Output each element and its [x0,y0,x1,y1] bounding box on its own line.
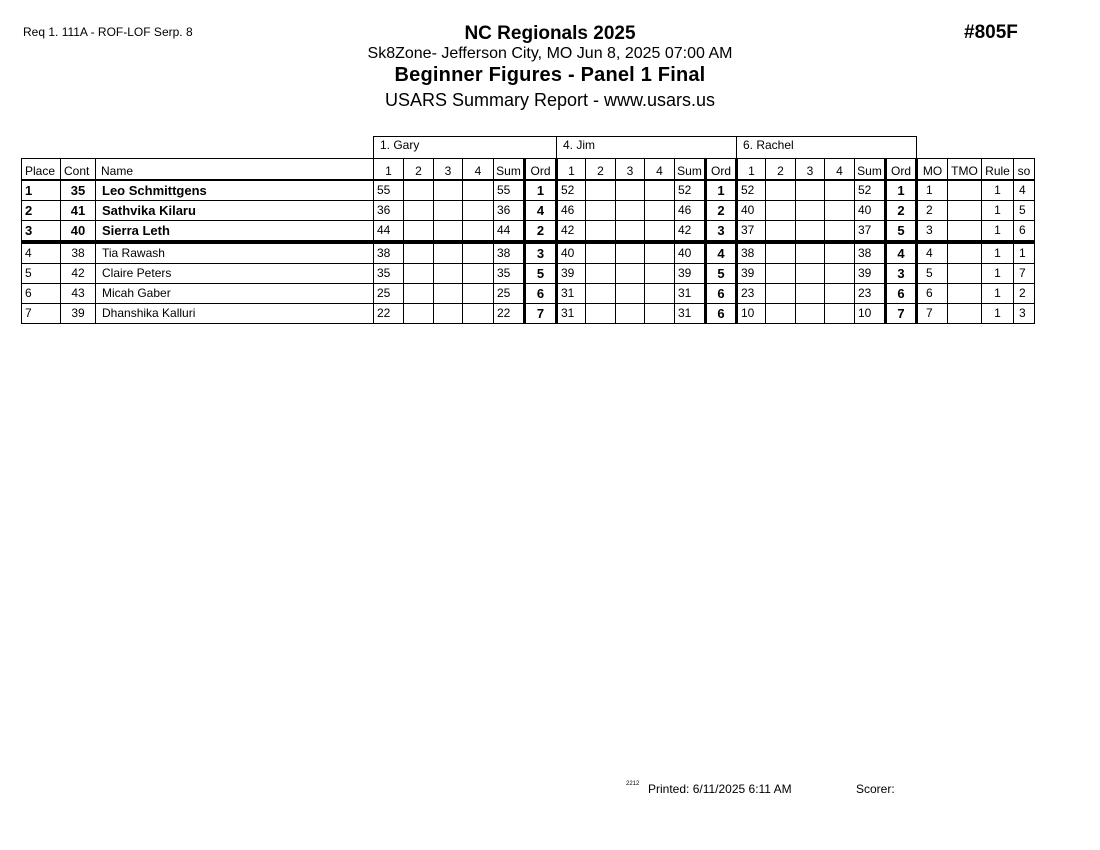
table-row [22,242,1035,264]
scorer-label: Scorer: [856,782,895,796]
judge-1-sum: 36 [494,201,525,221]
column-header-row [22,159,1035,181]
judge-3-sum: 23 [855,284,886,304]
judge-3-score-2 [766,180,796,201]
judge-3-score-3 [796,221,825,243]
judge-3-ord: 7 [886,304,917,324]
judge-3-score-1: 10 [737,304,766,324]
judge-1-sum: 35 [494,264,525,284]
cont-cell: 40 [61,221,96,243]
mo-cell: 7 [917,304,948,324]
judge-header-row [22,137,1035,159]
judge-2-sum: 46 [675,201,706,221]
judge-1-score-4 [463,242,494,264]
judge-2-ord: 3 [706,221,737,243]
cont-cell: 35 [61,180,96,201]
judge-1-score-3 [434,221,463,243]
judge-3-ord: 4 [886,242,917,264]
judge-1-score-1: 44 [374,221,404,243]
col-j3-sum: Sum [855,159,886,181]
judge-3-score-2 [766,201,796,221]
table-row [22,284,1035,304]
judge-1-score-4 [463,284,494,304]
judge-2-ord: 6 [706,284,737,304]
venue-line: Sk8Zone- Jefferson City, MO Jun 8, 2025 07:00 AM [367,45,733,62]
judge-2-sum: 31 [675,284,706,304]
judge-1-score-3 [434,304,463,324]
report-subtitle: USARS Summary Report - www.usars.us [384,90,716,110]
judge-2-score-2 [586,304,616,324]
judge-1-sum: 25 [494,284,525,304]
cont-cell: 41 [61,201,96,221]
col-j1-1: 1 [374,159,404,181]
judge-2-score-4 [645,284,675,304]
judge-2-score-4 [645,242,675,264]
judge-2-score-2 [586,221,616,243]
judge-2-score-4 [645,221,675,243]
col-j2-3: 3 [616,159,645,181]
judge-3-score-3 [796,284,825,304]
judge-3-score-2 [766,221,796,243]
printed-timestamp: Printed: 6/11/2025 6:11 AM [648,782,792,796]
judge-3-score-4 [825,180,855,201]
judge-1-score-2 [404,264,434,284]
judge-1-score-3 [434,242,463,264]
judge-3-score-1: 23 [737,284,766,304]
judge-1-sum: 38 [494,242,525,264]
event-code: #805F [964,22,1018,43]
judge-2-score-3 [616,201,645,221]
judge-3-ord: 6 [886,284,917,304]
judge-2-ord: 1 [706,180,737,201]
place-cell: 7 [22,304,61,324]
col-j3-3: 3 [796,159,825,181]
table-row [22,180,1035,201]
name-cell: Sathvika Kilaru [96,201,374,221]
judge-1-score-3 [434,264,463,284]
place-cell: 1 [22,180,61,201]
mo-cell: 6 [917,284,948,304]
rule-cell: 1 [982,201,1014,221]
judge-1-score-1: 25 [374,284,404,304]
rule-cell: 1 [982,264,1014,284]
judge-3-score-2 [766,242,796,264]
judge-3-sum: 10 [855,304,886,324]
col-j2-4: 4 [645,159,675,181]
judge-3-score-1: 38 [737,242,766,264]
judge-3-score-1: 52 [737,180,766,201]
judge-3-score-3 [796,242,825,264]
judge-1-score-2 [404,284,434,304]
name-cell: Sierra Leth [96,221,374,243]
judge-1-score-2 [404,180,434,201]
judge-2-sum: 31 [675,304,706,324]
judge-1-score-4 [463,264,494,284]
mo-cell: 3 [917,221,948,243]
judge-3-score-2 [766,304,796,324]
table-row [22,304,1035,324]
judge-1-sum: 22 [494,304,525,324]
judge-3-score-2 [766,264,796,284]
col-name: Name [96,159,374,181]
judge-2-score-3 [616,284,645,304]
judge-2-score-1: 40 [557,242,586,264]
name-cell: Claire Peters [96,264,374,284]
judge-2-score-1: 52 [557,180,586,201]
col-j2-1: 1 [557,159,586,181]
mo-cell: 5 [917,264,948,284]
judge-2-score-4 [645,264,675,284]
judge-3-sum: 37 [855,221,886,243]
judge-1-score-4 [463,304,494,324]
rule-cell: 1 [982,180,1014,201]
cont-cell: 39 [61,304,96,324]
judge-1-score-1: 55 [374,180,404,201]
results-table [21,136,1035,324]
judge-3-ord: 5 [886,221,917,243]
col-j2-sum: Sum [675,159,706,181]
col-j3-4: 4 [825,159,855,181]
judge-3-ord: 3 [886,264,917,284]
so-cell: 7 [1014,264,1035,284]
judge-1-sum: 55 [494,180,525,201]
rule-cell: 1 [982,284,1014,304]
name-cell: Tia Rawash [96,242,374,264]
table-row [22,264,1035,284]
judge-1-score-4 [463,221,494,243]
judge-2-score-3 [616,180,645,201]
results-body [22,180,1035,324]
judge-2-score-1: 46 [557,201,586,221]
name-cell: Leo Schmittgens [96,180,374,201]
cont-cell: 42 [61,264,96,284]
judge-1-score-2 [404,201,434,221]
so-cell: 5 [1014,201,1035,221]
judge-1-ord: 5 [525,264,557,284]
judge-3-ord: 1 [886,180,917,201]
judge-2-ord: 2 [706,201,737,221]
so-cell: 2 [1014,284,1035,304]
judge-1-ord: 4 [525,201,557,221]
judge-2-score-3 [616,242,645,264]
judge-3-sum: 52 [855,180,886,201]
judge-2-score-4 [645,180,675,201]
name-cell: Dhanshika Kalluri [96,304,374,324]
rule-cell: 1 [982,221,1014,243]
judge-1-ord: 1 [525,180,557,201]
judge-2-score-1: 31 [557,304,586,324]
col-j3-2: 2 [766,159,796,181]
judge-2-ord: 5 [706,264,737,284]
judge-3-ord: 2 [886,201,917,221]
judge-1-ord: 2 [525,221,557,243]
judge-3-score-3 [796,180,825,201]
col-j3-ord: Ord [886,159,917,181]
judge-3-score-4 [825,264,855,284]
judge-3-score-1: 40 [737,201,766,221]
place-cell: 6 [22,284,61,304]
judge-2-score-3 [616,221,645,243]
judge-1-ord: 6 [525,284,557,304]
judge-2-score-3 [616,264,645,284]
judge-2-header: 4. Jim [557,137,737,159]
judge-2-score-1: 31 [557,284,586,304]
tmo-cell [948,284,982,304]
judge-3-score-2 [766,284,796,304]
col-j3-1: 1 [737,159,766,181]
so-cell: 1 [1014,242,1035,264]
judge-1-score-3 [434,201,463,221]
judge-2-score-2 [586,284,616,304]
place-cell: 3 [22,221,61,243]
col-tmo: TMO [948,159,982,181]
table-row [22,221,1035,243]
judge-1-score-1: 35 [374,264,404,284]
judge-2-score-3 [616,304,645,324]
judge-2-score-1: 39 [557,264,586,284]
col-so: so [1014,159,1035,181]
col-j1-ord: Ord [525,159,557,181]
judge-3-score-3 [796,264,825,284]
place-cell: 2 [22,201,61,221]
judge-3-score-4 [825,304,855,324]
judge-1-score-4 [463,180,494,201]
col-place: Place [22,159,61,181]
judge-2-score-4 [645,304,675,324]
col-mo: MO [917,159,948,181]
place-cell: 5 [22,264,61,284]
mo-cell: 2 [917,201,948,221]
judge-2-score-4 [645,201,675,221]
col-j2-2: 2 [586,159,616,181]
judge-3-score-3 [796,304,825,324]
judge-2-score-2 [586,180,616,201]
tmo-cell [948,180,982,201]
judge-1-score-1: 22 [374,304,404,324]
so-cell: 3 [1014,304,1035,324]
judge-1-ord: 7 [525,304,557,324]
judge-2-sum: 42 [675,221,706,243]
judge-3-header: 6. Rachel [737,137,917,159]
judge-3-sum: 38 [855,242,886,264]
rule-cell: 1 [982,304,1014,324]
col-j1-3: 3 [434,159,463,181]
judge-1-score-3 [434,180,463,201]
judge-2-sum: 39 [675,264,706,284]
judge-2-ord: 4 [706,242,737,264]
col-cont: Cont [61,159,96,181]
judge-2-score-2 [586,201,616,221]
judge-2-score-2 [586,242,616,264]
col-j1-sum: Sum [494,159,525,181]
judge-3-score-4 [825,221,855,243]
tmo-cell [948,201,982,221]
name-cell: Micah Gaber [96,284,374,304]
judge-3-score-1: 39 [737,264,766,284]
event-name: Beginner Figures - Panel 1 Final [394,64,706,86]
judge-3-sum: 39 [855,264,886,284]
mo-cell: 4 [917,242,948,264]
event-reference: Req 1. 111A - ROF-LOF Serp. 8 [23,25,193,39]
table-row [22,201,1035,221]
judge-2-score-1: 42 [557,221,586,243]
judge-3-score-4 [825,284,855,304]
judge-1-score-3 [434,284,463,304]
cont-cell: 43 [61,284,96,304]
judge-1-score-4 [463,201,494,221]
judge-1-header: 1. Gary [374,137,557,159]
tmo-cell [948,242,982,264]
col-rule: Rule [982,159,1014,181]
judge-3-score-3 [796,201,825,221]
footer-code: 2212 [626,781,640,787]
tmo-cell [948,221,982,243]
rule-cell: 1 [982,242,1014,264]
mo-cell: 1 [917,180,948,201]
judge-1-ord: 3 [525,242,557,264]
judge-1-score-1: 38 [374,242,404,264]
report-title: NC Regionals 2025 [464,23,636,44]
tmo-cell [948,264,982,284]
judge-2-score-2 [586,264,616,284]
judge-3-score-4 [825,242,855,264]
so-cell: 4 [1014,180,1035,201]
judge-1-score-2 [404,242,434,264]
col-j1-4: 4 [463,159,494,181]
judge-3-score-4 [825,201,855,221]
judge-2-sum: 40 [675,242,706,264]
tmo-cell [948,304,982,324]
so-cell: 6 [1014,221,1035,243]
col-j1-2: 2 [404,159,434,181]
judge-1-score-1: 36 [374,201,404,221]
judge-2-ord: 6 [706,304,737,324]
judge-3-sum: 40 [855,201,886,221]
judge-1-sum: 44 [494,221,525,243]
judge-1-score-2 [404,221,434,243]
judge-3-score-1: 37 [737,221,766,243]
place-cell: 4 [22,242,61,264]
judge-1-score-2 [404,304,434,324]
judge-2-sum: 52 [675,180,706,201]
col-j2-ord: Ord [706,159,737,181]
cont-cell: 38 [61,242,96,264]
